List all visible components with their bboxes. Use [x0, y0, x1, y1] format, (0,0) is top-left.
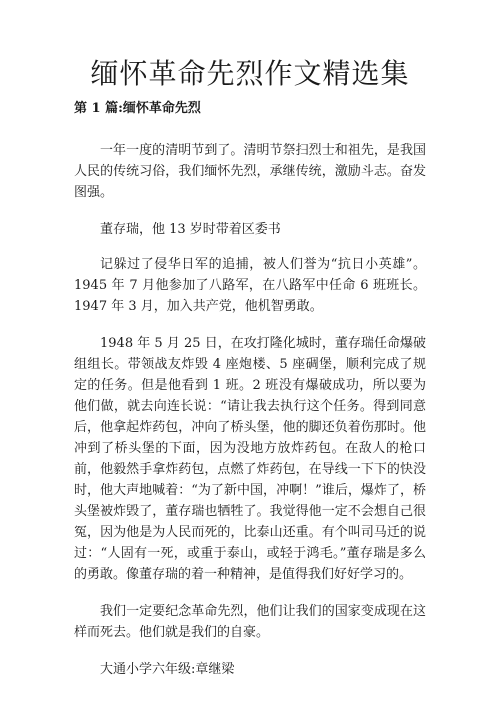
paragraph-biography: 记躲过了侵华日军的追捕，被人们誉为“抗日小英雄”。1945 年 7 月他参加了八路军，在八路军中任命 6 班班长。1947 年 3 月，加入共产党，他机智勇敢。	[74, 257, 426, 314]
author-signature: 大通小学六年级:章继梁	[100, 662, 235, 677]
page-title: 缅怀革命先烈作文精选集	[90, 57, 410, 90]
paragraph-intro: 一年一度的清明节到了。清明节祭扫烈士和祖先，是我国人民的传统习俗，我们缅怀先烈，承继传统，激励斗志。奋发图强。	[74, 143, 426, 200]
paragraph-battle: 1948 年 5 月 25 日，在攻打隆化城时，董存瑞任命爆破组组长。带领战友炸毁 4 座炮楼、5 座碉堡，顺利完成了规定的任务。但是他看到 1 班。2 班没有爆破成功，所以要为他们做，就去向连长说：“请让我去执行这个任务。得到同意后，他拿起炸药包，冲向了桥头堡，他的脚还负着伤那时。他冲到了桥头堡的下面，因为没地方放炸药包。在敌人的枪口前，他毅然手拿炸药包，点燃了炸药包，在导线一下下的快没时，他大声地喊着：“为了新中国，冲啊！”谁后，爆炸了，桥头堡被炸毁了，董存瑞也牺牲了。我觉得他一定不会想自己很冤，因为他是为人民而死的，比泰山还重。有个叫司马迁的说过：“人固有一死，或重于泰山，或轻于鸿毛。”董存瑞是多么的勇敢。像董存瑞的着一种精神，是值得我们好好学习的。	[74, 336, 426, 582]
paragraph-subheading: 董存瑞，他 13 岁时带着区委书	[100, 222, 281, 237]
section-heading: 第 1 篇:缅怀革命先烈	[74, 101, 201, 116]
document-body	[74, 140, 426, 696]
paragraph-conclusion: 我们一定要纪念革命先烈，他们让我们的国家变成现在这样而死去。他们就是我们的自豪。	[74, 604, 426, 640]
